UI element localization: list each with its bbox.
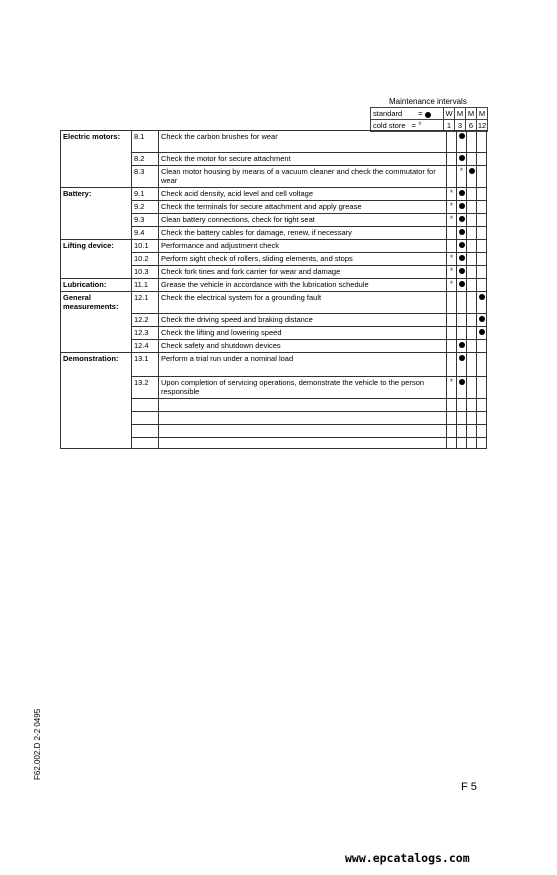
item-description: Check the motor for secure attachment [159,153,447,166]
section-label [61,266,132,279]
legend-cold-store-eq: = [411,121,417,130]
interval-cell [467,327,477,340]
dot-icon [459,229,465,235]
watermark-url: www.epcatalogs.com [345,851,470,865]
table-row [61,327,487,340]
item-number: 12.3 [132,327,159,340]
item-description [159,399,447,412]
section-label: Electric motors: [61,131,132,153]
interval-cell [477,353,487,377]
interval-cell [447,227,457,240]
section-label [61,253,132,266]
item-description: Check the terminals for secure attachment and apply grease [159,201,447,214]
asterisk-icon: * [418,120,422,130]
interval-cell [467,438,477,449]
interval-cell [477,314,487,327]
interval-cell [457,214,467,227]
asterisk-icon: * [449,266,454,276]
interval-cell [447,253,457,266]
interval-cell [467,412,477,425]
section-label [61,214,132,227]
table-row [61,166,487,188]
document-code: F62.002.D 2-2 0495 [33,708,42,780]
interval-cell [457,327,467,340]
interval-cell [457,377,467,399]
item-number [132,425,159,438]
table-row [61,279,487,292]
interval-cell [447,214,457,227]
legend-standard-label: standard [373,109,403,118]
interval-cell [467,253,477,266]
interval-cell [457,240,467,253]
table-row [61,266,487,279]
interval-cell [457,279,467,292]
col-m3-bottom: 3 [455,120,466,132]
interval-cell [467,266,477,279]
item-description: Perform sight check of rollers, sliding elements, and stops [159,253,447,266]
interval-cell [447,327,457,340]
section-label [61,412,132,425]
table-row [61,214,487,227]
section-label: Lifting device: [61,240,132,253]
item-number [132,399,159,412]
interval-cell [467,314,477,327]
section-label [61,227,132,240]
item-description: Clean battery connections, check for tight seat [159,214,447,227]
interval-cell [447,131,457,153]
table-row [61,353,487,377]
interval-cell [447,314,457,327]
interval-cell [477,166,487,188]
interval-cell [447,279,457,292]
interval-cell [457,166,467,188]
dot-icon [479,294,485,300]
interval-cell [477,153,487,166]
interval-cell [447,153,457,166]
col-m6-top: M [466,108,477,120]
col-m6-bottom: 6 [466,120,477,132]
section-label [61,377,132,399]
item-description: Check the driving speed and braking distance [159,314,447,327]
interval-cell [447,266,457,279]
interval-cell [447,166,457,188]
asterisk-icon: * [449,279,454,289]
item-description: Grease the vehicle in accordance with the lubrication schedule [159,279,447,292]
interval-cell [457,399,467,412]
dot-icon [459,190,465,196]
dot-icon [459,242,465,248]
interval-cell [447,188,457,201]
table-row [61,438,487,449]
item-description: Check the lifting and lowering speed [159,327,447,340]
item-description: Check the electrical system for a grounding fault [159,292,447,314]
table-row [61,201,487,214]
table-row [61,253,487,266]
item-number: 9.2 [132,201,159,214]
interval-cell [457,131,467,153]
interval-cell [457,353,467,377]
section-label [61,153,132,166]
section-label [61,340,132,353]
dot-icon [459,216,465,222]
interval-cell [467,214,477,227]
interval-cell [467,201,477,214]
section-label [61,314,132,327]
maintenance-table [60,130,487,449]
section-label [61,201,132,214]
item-number: 9.3 [132,214,159,227]
interval-cell [467,425,477,438]
dot-icon [459,133,465,139]
interval-legend [370,107,488,132]
table-row [61,292,487,314]
interval-cell [447,425,457,438]
interval-cell [457,340,467,353]
interval-cell [467,153,477,166]
item-number: 10.3 [132,266,159,279]
legend-cold-store-label: cold store [373,121,406,130]
interval-cell [477,340,487,353]
page-number: F 5 [461,781,477,793]
interval-cell [447,438,457,449]
item-description: Performance and adjustment check [159,240,447,253]
legend-standard-eq: = [418,109,423,118]
section-label: Demonstration: [61,353,132,377]
interval-cell [467,340,477,353]
dot-icon [459,268,465,274]
section-label: Lubrication: [61,279,132,292]
item-description [159,425,447,438]
table-row [61,240,487,253]
dot-icon [459,379,465,385]
dot-icon [425,112,431,118]
dot-icon [459,155,465,161]
item-description [159,412,447,425]
legend-standard [371,108,444,120]
interval-cell [457,227,467,240]
interval-cell [457,201,467,214]
item-number: 10.2 [132,253,159,266]
item-number: 9.1 [132,188,159,201]
interval-cell [477,412,487,425]
item-description: Check fork tines and fork carrier for wear and damage [159,266,447,279]
dot-icon [459,342,465,348]
asterisk-icon: * [449,377,454,387]
item-description: Upon completion of servicing operations, demonstrate the vehicle to the person responsible [159,377,447,399]
asterisk-icon: * [459,166,464,176]
section-label [61,425,132,438]
item-number: 12.2 [132,314,159,327]
table-row [61,131,487,153]
table-row [61,153,487,166]
item-number: 8.2 [132,153,159,166]
col-m12-top: M [477,108,488,120]
item-description: Check the battery cables for damage, renew, if necessary [159,227,447,240]
table-row [61,412,487,425]
interval-cell [457,314,467,327]
interval-cell [447,340,457,353]
table-row [61,188,487,201]
interval-cell [447,412,457,425]
item-number: 8.1 [132,131,159,153]
item-number: 12.4 [132,340,159,353]
item-number: 10.1 [132,240,159,253]
interval-cell [467,292,477,314]
table-row [61,377,487,399]
interval-cell [447,240,457,253]
dot-icon [469,168,475,174]
interval-cell [477,425,487,438]
dot-icon [459,355,465,361]
dot-icon [479,329,485,335]
item-number: 11.1 [132,279,159,292]
asterisk-icon: * [449,214,454,224]
interval-cell [447,201,457,214]
item-description: Check acid density, acid level and cell voltage [159,188,447,201]
interval-cell [447,292,457,314]
col-m12-bottom: 12 [477,121,487,130]
col-m3-top: M [455,108,466,120]
col-w1-top: W [445,109,453,118]
item-number [132,438,159,449]
interval-cell [467,166,477,188]
table-row [61,425,487,438]
interval-cell [447,399,457,412]
dot-icon [459,203,465,209]
section-label: Battery: [61,188,132,201]
table-row [61,340,487,353]
interval-cell [467,399,477,412]
interval-cell [477,327,487,340]
interval-cell [467,353,477,377]
item-description [159,438,447,449]
interval-cell [467,188,477,201]
interval-cell [477,399,487,412]
interval-cell [467,227,477,240]
interval-cell [477,292,487,314]
interval-cell [477,188,487,201]
item-description: Check safety and shutdown devices [159,340,447,353]
interval-cell [457,188,467,201]
item-number: 13.2 [132,377,159,399]
interval-cell [477,227,487,240]
item-number [132,412,159,425]
interval-cell [477,266,487,279]
interval-cell [477,214,487,227]
item-number: 9.4 [132,227,159,240]
section-label [61,166,132,188]
dot-icon [459,281,465,287]
section-label [61,438,132,449]
dot-icon [479,316,485,322]
table-row [61,314,487,327]
asterisk-icon: * [449,253,454,263]
item-description: Perform a trial run under a nominal load [159,353,447,377]
interval-cell [477,240,487,253]
interval-cell [447,353,457,377]
table-row [61,399,487,412]
interval-cell [457,438,467,449]
interval-cell [477,253,487,266]
dot-icon [459,255,465,261]
interval-cell [457,425,467,438]
section-label: General measurements: [61,292,132,314]
maintenance-intervals-title: Maintenance intervals [389,97,467,106]
interval-cell [457,253,467,266]
interval-cell [477,131,487,153]
interval-cell [457,412,467,425]
interval-cell [477,279,487,292]
asterisk-icon: * [449,188,454,198]
table-row [61,227,487,240]
col-w1-bottom: 1 [444,120,455,132]
interval-cell [457,153,467,166]
section-label [61,327,132,340]
item-description: Clean motor housing by means of a vacuum cleaner and check the commutator for wear [159,166,447,188]
interval-cell [447,377,457,399]
interval-cell [457,292,467,314]
section-label [61,399,132,412]
item-number: 12.1 [132,292,159,314]
interval-cell [467,279,477,292]
interval-cell [457,266,467,279]
item-number: 8.3 [132,166,159,188]
asterisk-icon: * [449,201,454,211]
item-description: Check the carbon brushes for wear [159,131,447,153]
interval-cell [477,377,487,399]
interval-cell [477,201,487,214]
interval-cell [467,377,477,399]
interval-cell [467,131,477,153]
interval-cell [477,438,487,449]
interval-cell [467,240,477,253]
item-number: 13.1 [132,353,159,377]
